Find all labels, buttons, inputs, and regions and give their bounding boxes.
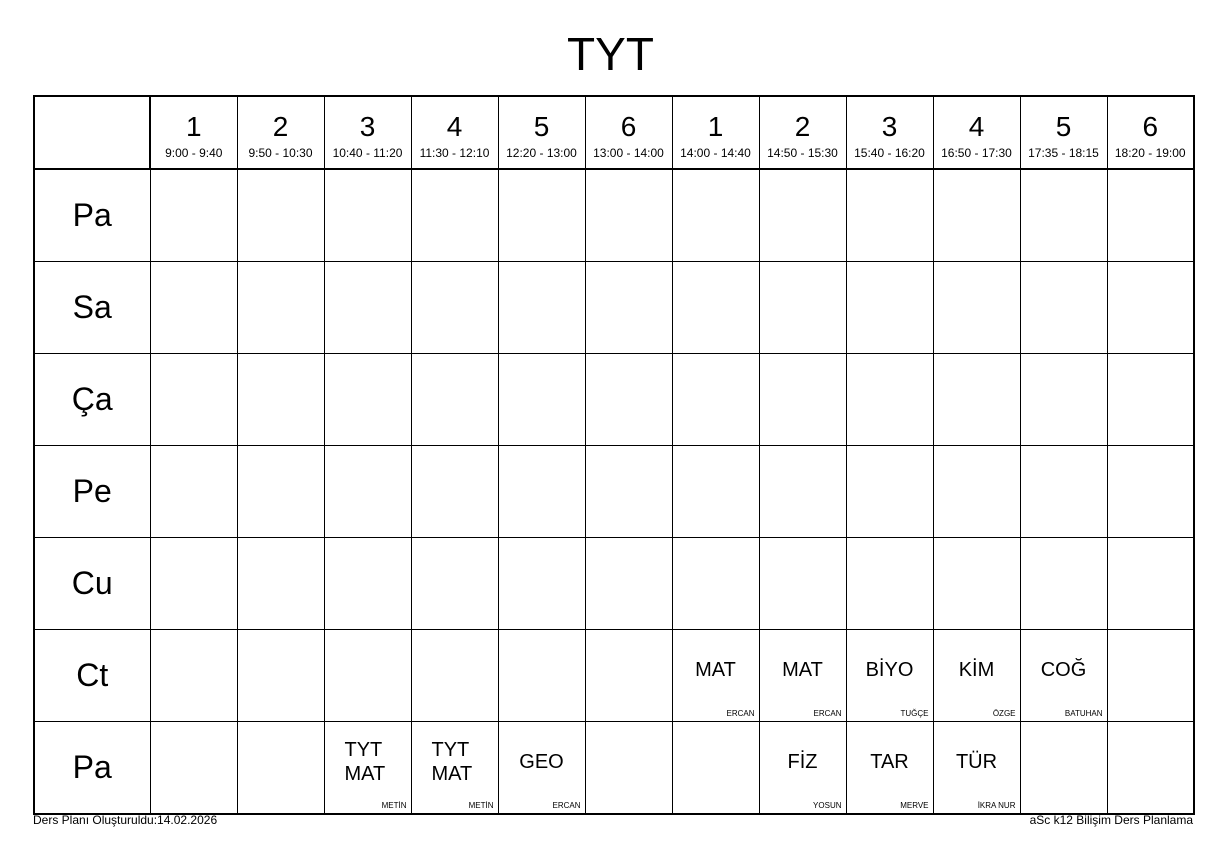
period-header: [1020, 96, 1107, 169]
empty-cell: [759, 354, 846, 446]
period-number: 4: [968, 110, 985, 142]
empty-cell: [1107, 630, 1194, 722]
empty-cell: [672, 538, 759, 630]
empty-cell: [324, 262, 411, 354]
empty-cell: [933, 262, 1020, 354]
period-time: 13:00 - 14:00: [593, 145, 664, 160]
period-number: 5: [533, 110, 550, 142]
empty-cell: [150, 262, 237, 354]
empty-cell: [237, 538, 324, 630]
empty-cell: [324, 169, 411, 262]
empty-cell: [672, 169, 759, 262]
day-row: [34, 538, 1194, 630]
day-row: [34, 169, 1194, 262]
day-label: Cu: [34, 538, 150, 630]
empty-cell: [411, 538, 498, 630]
empty-cell: [324, 354, 411, 446]
empty-cell: [585, 630, 672, 722]
period-header: [846, 96, 933, 169]
period-time: 12:20 - 13:00: [506, 145, 577, 160]
period-time: 14:00 - 14:40: [680, 145, 751, 160]
empty-cell: [672, 722, 759, 815]
empty-cell: [672, 446, 759, 538]
empty-cell: [672, 354, 759, 446]
period-time: 15:40 - 16:20: [854, 145, 925, 160]
empty-cell: [498, 538, 585, 630]
page-title: TYT: [567, 28, 654, 80]
period-time: 10:40 - 11:20: [332, 145, 403, 160]
period-header: [150, 96, 237, 169]
day-label: Ct: [34, 630, 150, 722]
empty-cell: [1020, 722, 1107, 815]
period-header: [237, 96, 324, 169]
empty-cell: [411, 262, 498, 354]
period-time: 18:20 - 19:00: [1114, 145, 1186, 160]
lesson-subject: COĞ: [1040, 658, 1087, 681]
lesson-subject: TYT MAT: [431, 738, 473, 785]
period-number: 2: [794, 110, 811, 142]
lesson-teacher: METİN: [381, 801, 407, 810]
lesson-cell: [411, 722, 498, 815]
lesson-teacher: METİN: [468, 801, 494, 810]
empty-cell: [846, 538, 933, 630]
day-label: Sa: [34, 262, 150, 354]
empty-cell: [846, 446, 933, 538]
period-number: 4: [446, 110, 463, 142]
lesson-cell: [933, 722, 1020, 815]
empty-cell: [237, 169, 324, 262]
empty-cell: [759, 446, 846, 538]
lesson-cell: [846, 630, 933, 722]
empty-cell: [585, 354, 672, 446]
lesson-cell: [498, 722, 585, 815]
empty-cell: [324, 538, 411, 630]
period-header: [1107, 96, 1194, 169]
empty-cell: [237, 354, 324, 446]
empty-cell: [585, 169, 672, 262]
lesson-teacher: YOSUN: [813, 801, 842, 810]
empty-cell: [1020, 262, 1107, 354]
period-header-row: [34, 96, 1194, 169]
period-header: [324, 96, 411, 169]
period-number: 3: [881, 110, 898, 142]
lesson-subject: TÜR: [955, 750, 998, 773]
lesson-cell: [933, 630, 1020, 722]
lesson-subject: TAR: [870, 750, 909, 773]
empty-cell: [759, 538, 846, 630]
day-row: [34, 262, 1194, 354]
empty-cell: [150, 630, 237, 722]
lesson-teacher: MERVE: [900, 801, 929, 810]
lesson-cell: [1020, 630, 1107, 722]
empty-cell: [933, 446, 1020, 538]
empty-cell: [237, 630, 324, 722]
period-number: 6: [1142, 110, 1159, 142]
period-header: [672, 96, 759, 169]
lesson-teacher: ÖZGE: [992, 709, 1016, 718]
period-header: [498, 96, 585, 169]
lesson-teacher: ERCAN: [726, 709, 755, 718]
lesson-cell: [846, 722, 933, 815]
empty-cell: [1020, 169, 1107, 262]
period-time: 14:50 - 15:30: [767, 145, 838, 160]
empty-cell: [1107, 538, 1194, 630]
empty-cell: [933, 169, 1020, 262]
empty-cell: [846, 169, 933, 262]
lesson-subject: TYT MAT: [344, 738, 386, 785]
empty-cell: [933, 354, 1020, 446]
lesson-cell: [759, 630, 846, 722]
period-number: 2: [272, 110, 289, 142]
empty-cell: [237, 722, 324, 815]
empty-cell: [1107, 262, 1194, 354]
empty-cell: [150, 354, 237, 446]
period-number: 1: [185, 110, 202, 142]
footer-created-date: Ders Planı Oluşturuldu:14.02.2026: [33, 813, 218, 827]
empty-cell: [1107, 446, 1194, 538]
empty-cell: [498, 446, 585, 538]
empty-cell: [150, 722, 237, 815]
day-row: [34, 722, 1194, 815]
empty-cell: [1107, 722, 1194, 815]
empty-cell: [1107, 169, 1194, 262]
lesson-teacher: TUĞÇE: [900, 709, 929, 718]
period-time: 9:00 - 9:40: [165, 145, 223, 160]
lesson-teacher: ERCAN: [552, 801, 581, 810]
empty-cell: [933, 538, 1020, 630]
empty-cell: [585, 538, 672, 630]
lesson-teacher: ERCAN: [813, 709, 842, 718]
empty-cell: [498, 354, 585, 446]
lesson-subject: GEO: [519, 750, 564, 773]
empty-cell: [759, 169, 846, 262]
day-label: Ça: [34, 354, 150, 446]
empty-cell: [411, 169, 498, 262]
lesson-subject: KİM: [958, 658, 995, 681]
empty-cell: [672, 262, 759, 354]
period-number: 5: [1055, 110, 1072, 142]
period-time: 16:50 - 17:30: [941, 145, 1012, 160]
empty-cell: [759, 262, 846, 354]
period-header: [933, 96, 1020, 169]
period-number: 6: [620, 110, 637, 142]
lesson-cell: [324, 722, 411, 815]
period-time: 17:35 - 18:15: [1028, 145, 1099, 160]
lesson-cell: [672, 630, 759, 722]
empty-cell: [1020, 446, 1107, 538]
lesson-subject: FİZ: [787, 750, 818, 773]
empty-cell: [150, 169, 237, 262]
empty-cell: [411, 354, 498, 446]
period-header: [759, 96, 846, 169]
empty-cell: [498, 169, 585, 262]
lesson-subject: BİYO: [865, 658, 914, 681]
empty-cell: [237, 446, 324, 538]
day-row: [34, 446, 1194, 538]
day-row: [34, 630, 1194, 722]
period-number: 1: [707, 110, 724, 142]
lesson-teacher: İKRA NUR: [977, 801, 1016, 810]
lesson-subject: MAT: [782, 658, 823, 681]
empty-cell: [1107, 354, 1194, 446]
day-label: Pe: [34, 446, 150, 538]
empty-cell: [498, 262, 585, 354]
corner-cell: [34, 96, 150, 169]
empty-cell: [324, 446, 411, 538]
empty-cell: [411, 446, 498, 538]
day-row: [34, 354, 1194, 446]
day-label: Pa: [34, 722, 150, 815]
period-header: [585, 96, 672, 169]
lesson-cell: [759, 722, 846, 815]
empty-cell: [585, 722, 672, 815]
empty-cell: [585, 446, 672, 538]
timetable: [33, 95, 1195, 815]
period-number: 3: [359, 110, 376, 142]
empty-cell: [324, 630, 411, 722]
day-label: Pa: [34, 169, 150, 262]
footer-software-credit: aSc k12 Bilişim Ders Planlama: [1029, 813, 1193, 827]
empty-cell: [846, 354, 933, 446]
empty-cell: [1020, 354, 1107, 446]
lesson-subject: MAT: [695, 658, 736, 681]
period-time: 11:30 - 12:10: [419, 145, 490, 160]
empty-cell: [150, 538, 237, 630]
lesson-teacher: BATUHAN: [1064, 709, 1103, 718]
empty-cell: [411, 630, 498, 722]
empty-cell: [150, 446, 237, 538]
empty-cell: [1020, 538, 1107, 630]
period-time: 9:50 - 10:30: [248, 145, 313, 160]
empty-cell: [498, 630, 585, 722]
period-header: [411, 96, 498, 169]
empty-cell: [846, 262, 933, 354]
empty-cell: [237, 262, 324, 354]
empty-cell: [585, 262, 672, 354]
